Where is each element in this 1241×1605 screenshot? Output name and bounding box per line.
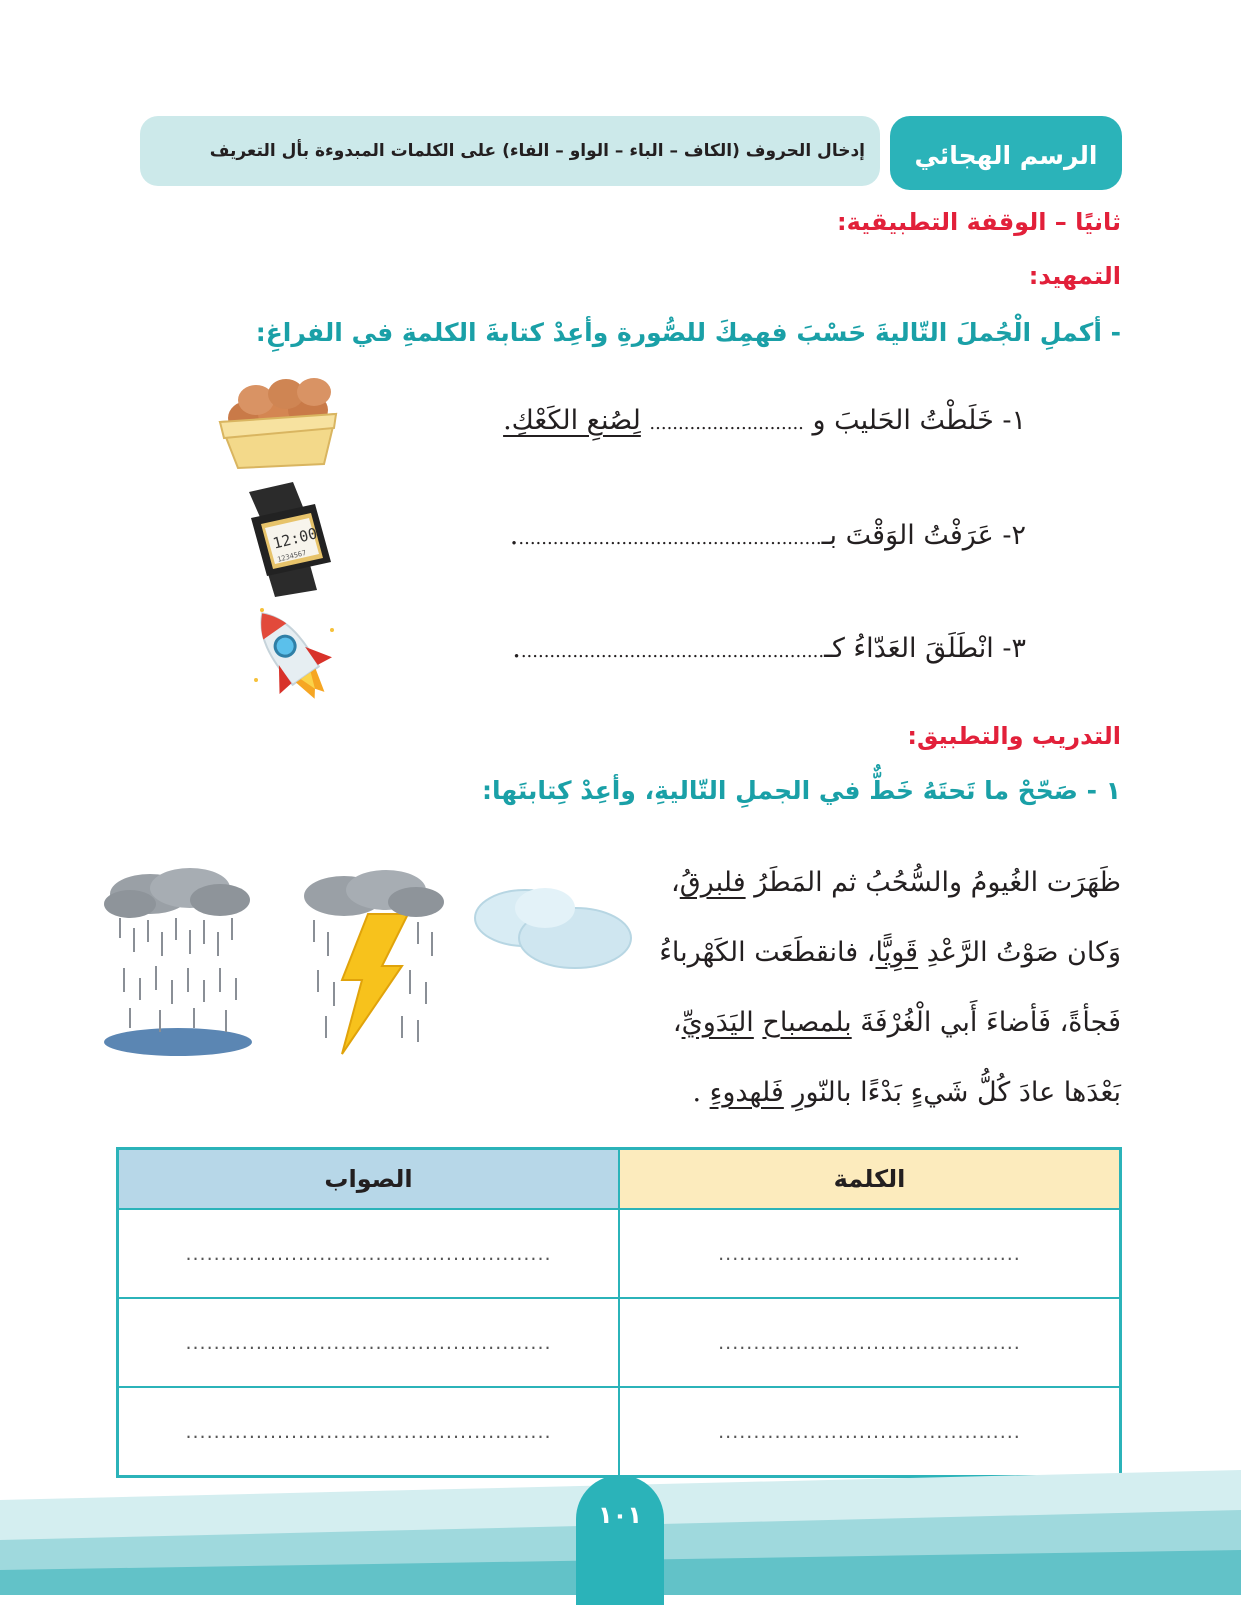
blank-field[interactable]: ..................................................... (518, 528, 822, 549)
word-cell[interactable]: ........................................... (619, 1298, 1121, 1387)
header-description: إدخال الحروف (الكاف – الباء – الواو – الفاء) على الكلمات المبدوءة بأل التعريف (209, 141, 865, 161)
table-row (118, 1387, 1121, 1477)
underlined-word: فلبرقُ (679, 867, 746, 898)
word-cell[interactable]: ........................................... (619, 1387, 1121, 1477)
sentence-number: ٣- (1002, 633, 1026, 664)
correct-cell[interactable]: .................................................... (118, 1209, 620, 1298)
column-header-correct: الصواب (118, 1149, 620, 1210)
blank-field[interactable]: ........................... (649, 413, 804, 434)
sentence-end: . (512, 633, 521, 664)
paragraph-line (659, 848, 1121, 918)
answer-table (116, 1147, 1122, 1478)
svg-text:12:00: 12:00 (270, 524, 320, 553)
word-cell[interactable]: ........................................... (619, 1209, 1121, 1298)
text: . (692, 1077, 710, 1108)
sentence-text: عَرَفْتُ الوَقْتَ بـ (821, 520, 994, 551)
correct-cell[interactable]: .................................................... (118, 1298, 620, 1387)
column-header-word: الكلمة (619, 1149, 1121, 1210)
paragraph-line (659, 988, 1121, 1058)
sentence-number: ١- (1002, 405, 1026, 436)
sentence-text: انْطَلَقَ العَدّاءُ كـ (824, 633, 994, 664)
underlined-word: اليَدَويِّ (681, 1007, 754, 1038)
wristwatch-icon (235, 482, 340, 597)
page-number: ١٠١ (576, 1475, 664, 1605)
sentence-1 (503, 405, 1026, 436)
cloud-icon (465, 878, 640, 978)
underlined-word: فَلهدوءِ (709, 1077, 784, 1108)
sentence-text: لِصُنعِ الكَعْكِ. (503, 405, 641, 436)
text: ، (672, 1007, 682, 1038)
paragraph-line (659, 1058, 1121, 1128)
text: فَجأةً، فَأضاءَ أَبي الْغُرْفَةَ (851, 1007, 1121, 1038)
text: ، (671, 867, 680, 898)
text: وَكان صَوْتُ الرَّعْدِ (918, 937, 1121, 968)
paragraph-line (659, 918, 1121, 988)
svg-text:1234567: 1234567 (276, 548, 308, 564)
section-title: ثانيًا – الوقفة التطبيقية: (837, 208, 1121, 236)
instruction-complete: - أكملِ الْجُملَ التّاليةَ حَسْبَ فهمِكَ للصُّورةِ وأعِدْ كتابةَ الكلمةِ في الفراغِ: (255, 318, 1121, 347)
table-row (118, 1209, 1121, 1298)
sentence-text: خَلَطْتُ الحَليبَ و (812, 405, 994, 436)
table-row (118, 1298, 1121, 1387)
egg-tray-icon (212, 372, 344, 472)
text: ظَهَرَت الغُيومُ والسُّحُبُ ثم المَطَرُ (745, 867, 1121, 898)
header-tab: الرسم الهجائي (890, 116, 1122, 190)
thunder-cloud-icon (298, 870, 446, 1062)
sentence-2 (510, 520, 1026, 551)
intro-heading: التمهيد: (1028, 262, 1121, 290)
rain-cloud-icon (100, 868, 255, 1060)
blank-field[interactable]: ..................................................... (520, 641, 825, 662)
practice-heading: التدريب والتطبيق: (907, 722, 1121, 750)
underlined-word: بلمصباح (762, 1007, 852, 1038)
sentence-number: ٢- (1002, 520, 1026, 551)
rocket-icon (242, 600, 342, 712)
sentence-end: . (509, 520, 519, 551)
instruction-correct: ١ - صَحّحْ ما تَحتَهُ خَطٌّ في الجملِ التّاليةِ، وأعِدْ كِتابتَها: (481, 776, 1121, 805)
text: بَعْدَها عادَ كُلُّ شَيءٍ بَدْءًا بالنّورِ (783, 1077, 1121, 1108)
sentence-3 (512, 633, 1026, 664)
text: ، فانقطَعَت الكَهْرباءُ (659, 937, 876, 968)
paragraph (659, 848, 1121, 1128)
underlined-word: قَوِيًّا (875, 937, 919, 968)
correct-cell[interactable]: .................................................... (118, 1387, 620, 1477)
